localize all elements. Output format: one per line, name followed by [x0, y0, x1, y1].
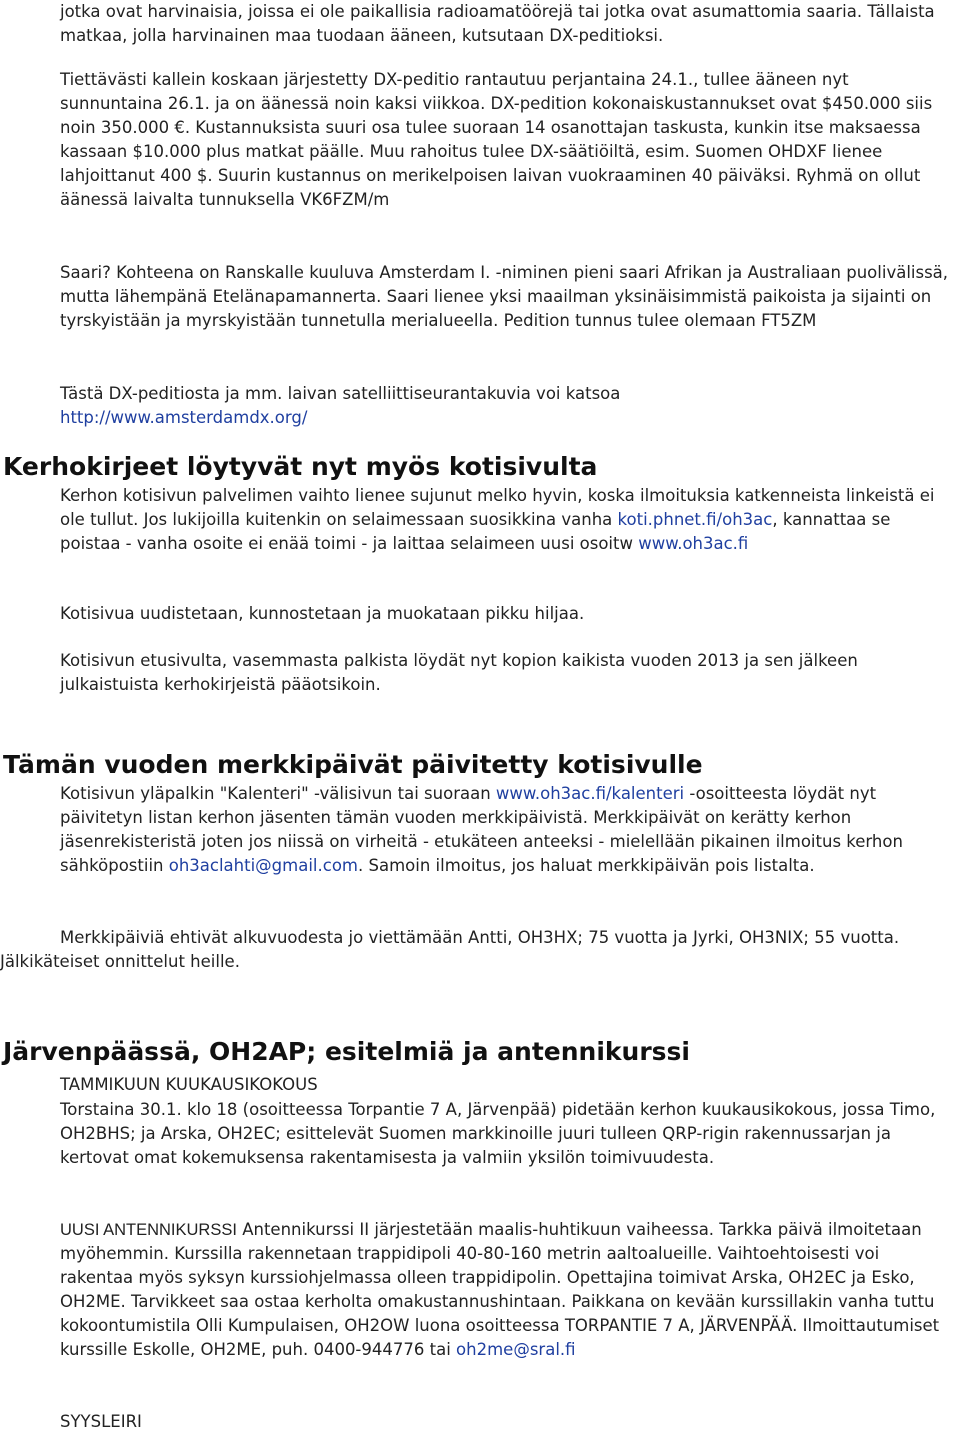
anniversary-paragraph	[0, 926, 953, 974]
server-text-b: , kannattaa se poistaa - vanha osoite ei enää toimi - ja laittaa selaimeen uusi osoitw	[60, 510, 891, 553]
jarvenpaa-heading: Järvenpäässä, OH2AP; esitelmiä ja antennikurssi	[3, 1037, 690, 1066]
island-paragraph: Saari? Kohteena on Ranskalle kuuluva Amsterdam I. -niminen pieni saari Afrikan ja Australiaan puolivälissä, mutta lähempänä Etelänapamannerta. Saari lienee yksi maailman yksinäisimmistä paikoista ja sijainti on tyrskyistään ja myrskyistään tunnetulla merialueella. Pedition tunnus tulee olemaan FT5ZM	[60, 263, 949, 330]
amsterdamdx-link[interactable]: http://www.amsterdamdx.org/	[60, 408, 308, 427]
server-paragraph	[60, 484, 953, 556]
meeting-paragraph: Torstaina 30.1. klo 18 (osoitteessa Torpantie 7 A, Järvenpää) pidetään kerhon kuukausikokous, jossa Timo, OH2BHS; ja Arska, OH2EC; esittelevät Suomen markkinoille juuri tulleen QRP-rigin rakennussarjan ja kertovat omat kokemuksensa rakentamisesta ja valmiin yksilön toimivuudesta.	[60, 1100, 936, 1167]
calendar-paragraph	[60, 782, 953, 878]
satellite-text: Tästä DX-peditiosta ja mm. laivan satelliittiseurantakuvia voi katsoa	[60, 384, 621, 403]
old-homepage-link[interactable]: koti.phnet.fi/oh3ac	[617, 510, 773, 529]
calendar-link[interactable]: www.oh3ac.fi/kalenteri	[495, 784, 685, 803]
calendar-text-c: . Samoin ilmoitus, jos haluat merkkipäivän pois listalta.	[358, 856, 815, 875]
kerhokirjeet-heading: Kerhokirjeet löytyvät nyt myös kotisivulta	[3, 452, 598, 481]
antenna-course-paragraph	[60, 1218, 953, 1362]
new-homepage-link[interactable]: www.oh3ac.fi	[638, 534, 749, 553]
satellite-paragraph	[60, 382, 953, 430]
calendar-text-b: -osoitteesta löydät nyt päivitetyn listan kerhon jäsenten tämän vuoden merkkipäivistä. Merkkipäivät on kerätty kerhon jäsenrekisteristä joten jos niissä on virheitä - etukäteen anteeksi - mielellään pikainen ilmoitus kerhon sähköpostiin	[60, 784, 903, 875]
archive-paragraph: Kotisivun etusivulta, vasemmasta palkista löydät nyt kopion kaikista vuoden 2013 ja sen jälkeen julkaistuista kerhokirjeistä pääotsikoin.	[60, 651, 858, 694]
club-email-link[interactable]: oh3aclahti@gmail.com	[168, 856, 358, 875]
antenna-course-text: Antennikurssi II järjestetään maalis-huhtikuun vaiheessa. Tarkka päivä ilmoitetaan myöhemmin. Kurssilla rakennetaan trappidipoli 40-80-160 metrin aaltoalueille. Vaihtoehtoisesti voi rakentaa myös syksyn kurssiohjelmassa olleen trappidipolin. Opettajina toimivat Arska, OH2EC ja Esko, OH2ME. Tarvikkeet saa ostaa kerholta omakustannushintaan. Paikkana on kevään kurssillakin vanha tuttu kokoontumistila Olli Kumpulaisen, OH2OW luona osoitteessa TORPANTIE 7 A, JÄRVENPÄÄ. Ilmoittautumiset kurssille Eskolle, OH2ME, puh. 0400-944776 tai	[60, 1220, 940, 1359]
dx-intro-paragraph: jotka ovat harvinaisia, joissa ei ole paikallisia radioamatöörejä tai jotka ovat asumattomia saaria. Tällaista matkaa, jolla harvinainen maa tuodaan ääneen, kutsutaan DX-peditioksi.	[60, 2, 935, 45]
dx-cost-paragraph: Tiettävästi kallein koskaan järjestetty DX-peditio rantautuu perjantaina 24.1., tullee ääneen nyt sunnuntaina 26.1. ja on äänessä noin kaksi viikkoa. DX-pedition kokonaiskustannukset ovat $450.000 siis noin 350.000 €. Kustannuksista suuri osa tulee suoraan 14 osanottajan taskusta, kunkin itse maksaessa kassaan $10.000 plus matkat päälle. Muu rahoitus tulee DX-säätiöiltä, esim. Suomen OHDXF lienee lahjoittanut 400 $. Suurin kustannus on merikelpoisen laivan vuokraaminen 40 päiväksi. Ryhmä on ollut äänessä laivalta tunnuksella VK6FZM/m	[60, 70, 933, 209]
anniversary-text: Merkkipäiviä ehtivät alkuvuodesta jo viettämään Antti, OH3HX; 75 vuotta ja Jyrki, OH3NIX; 55 vuotta. Jälkikäteiset onnittelut heille.	[0, 928, 900, 971]
meeting-subheading: TAMMIKUUN KUUKAUSIKOKOUS	[60, 1075, 318, 1094]
server-text-a: Kerhon kotisivun palvelimen vaihto lienee sujunut melko hyvin, koska ilmoituksia katkenneista linkeistä ei ole tullut. Jos lukijoilla kuitenkin on selaimessaan suosikkina vanha	[60, 486, 935, 529]
merkkipaivat-heading: Tämän vuoden merkkipäivät päivitetty kotisivulle	[3, 750, 703, 779]
renovation-paragraph: Kotisivua uudistetaan, kunnostetaan ja muokataan pikku hiljaa.	[60, 604, 585, 623]
antenna-course-lead: UUSI ANTENNIKURSSI	[60, 1221, 237, 1239]
oh2me-email-link[interactable]: oh2me@sral.fi	[456, 1340, 576, 1359]
calendar-text-a: Kotisivun yläpalkin "Kalenteri" -välisivun tai suoraan	[60, 784, 496, 803]
syysleiri-subheading: SYYSLEIRI	[60, 1412, 142, 1431]
